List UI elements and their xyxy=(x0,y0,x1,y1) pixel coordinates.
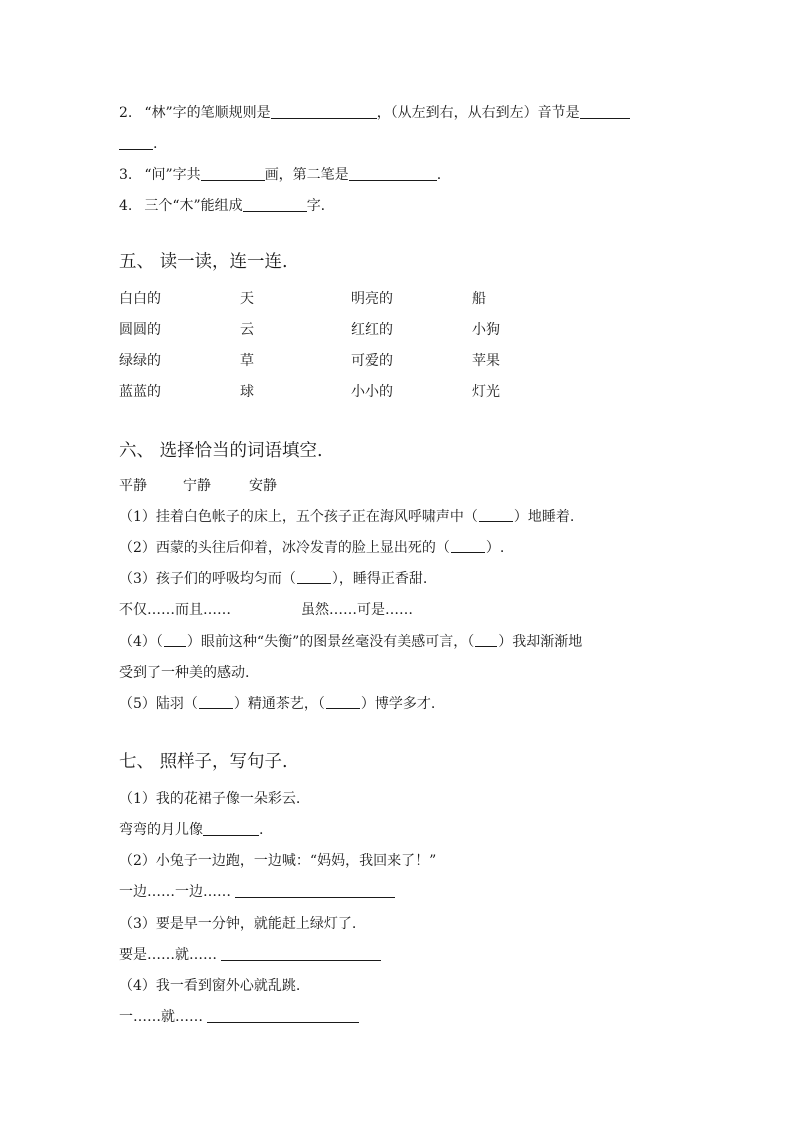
word-bank-1 xyxy=(119,477,277,495)
section-5-title: 五、 读一读，连一连. xyxy=(119,252,288,272)
answer-blank[interactable] xyxy=(271,104,377,119)
example-sentence-4: （4）我一看到窗外心就乱跳. xyxy=(119,978,301,994)
answer-blank[interactable] xyxy=(119,135,153,150)
item-number: 3. xyxy=(119,167,133,183)
match-word[interactable]: 明亮的 xyxy=(351,291,393,307)
match-word[interactable]: 草 xyxy=(240,353,254,369)
example-sentence-2: （2）小兔子一边跑，一边喊：“妈妈，我回来了！” xyxy=(119,853,437,869)
question-text: ）精通茶艺，（ xyxy=(233,696,325,712)
answer-blank[interactable] xyxy=(349,166,437,181)
match-word[interactable]: 灯光 xyxy=(472,384,500,400)
match-word[interactable]: 绿绿的 xyxy=(119,353,161,369)
answer-blank[interactable] xyxy=(479,509,513,522)
answer-blank[interactable] xyxy=(203,821,259,836)
question-text: ）眼前这种“失衡”的图景丝毫没有美感可言，（ xyxy=(186,634,475,650)
prompt-text: 一……就…… xyxy=(119,1009,203,1025)
match-word[interactable]: 可爱的 xyxy=(351,353,393,369)
bank-word: 宁静 xyxy=(183,478,211,494)
bank-word: 安静 xyxy=(249,478,277,494)
question-text: ）我却渐渐地 xyxy=(498,634,583,650)
answer-blank[interactable] xyxy=(297,571,331,584)
prompt-text: 弯弯的月儿像 xyxy=(119,822,203,838)
q4-item-2-line2 xyxy=(119,135,157,153)
example-sentence-3: （3）要是早一分钟，就能赶上绿灯了. xyxy=(119,916,357,932)
question-text: （2）西蒙的头往后仰着，冰冷发青的脸上显出死的（ xyxy=(119,540,450,556)
prompt-text: 要是……就…… xyxy=(119,947,217,963)
fill-question-3 xyxy=(119,570,427,588)
question-text: （4）（ xyxy=(119,634,163,650)
answer-blank[interactable] xyxy=(451,540,485,553)
match-word[interactable]: 圆圆的 xyxy=(119,322,161,338)
q4-item-2-line1 xyxy=(119,104,630,122)
answer-blank[interactable] xyxy=(235,883,395,898)
item-number: 2. xyxy=(119,105,133,121)
answer-blank[interactable] xyxy=(201,166,265,181)
match-word[interactable]: 小小的 xyxy=(351,384,393,400)
question-text: ）博学多才. xyxy=(360,696,436,712)
match-word[interactable]: 蓝蓝的 xyxy=(119,384,161,400)
item-text: . xyxy=(436,167,442,183)
item-text: ，（从左到右，从右到左）音节是 xyxy=(376,105,580,121)
match-word[interactable]: 船 xyxy=(472,291,486,307)
question-text: ）. xyxy=(485,540,505,556)
item-text: 三个“木”能组成 xyxy=(144,198,243,214)
match-word[interactable]: 红红的 xyxy=(351,322,393,338)
match-word[interactable]: 球 xyxy=(240,384,254,400)
q4-item-4 xyxy=(119,197,325,215)
example-sentence-1: （1）我的花裙子像一朵彩云. xyxy=(119,791,301,807)
match-word[interactable]: 天 xyxy=(240,291,254,307)
match-word[interactable]: 苹果 xyxy=(472,353,500,369)
fill-question-4-line1 xyxy=(119,633,582,651)
answer-blank[interactable] xyxy=(580,104,630,119)
match-word[interactable]: 白白的 xyxy=(119,291,161,307)
answer-blank[interactable] xyxy=(475,634,497,647)
question-text: （5）陆羽（ xyxy=(119,696,198,712)
prompt-text: 一边……一边…… xyxy=(119,884,231,900)
question-text: （1）挂着白色帐子的床上，五个孩子正在海风呼啸声中（ xyxy=(119,509,478,525)
answer-blank[interactable] xyxy=(164,634,186,647)
answer-blank[interactable] xyxy=(199,696,233,709)
answer-line-2 xyxy=(119,883,395,901)
fill-question-1 xyxy=(119,508,574,526)
fill-question-4-line2: 受到了一种美的感动. xyxy=(119,665,250,681)
bank-word: 虽然……可是…… xyxy=(301,602,413,618)
section-7-title: 七、 照样子，写句子. xyxy=(119,752,288,772)
word-bank-2 xyxy=(119,601,413,619)
item-text: 画，第二笔是 xyxy=(264,167,349,183)
question-text: ），睡得正香甜. xyxy=(331,571,428,587)
answer-blank[interactable] xyxy=(207,1008,359,1023)
match-word[interactable]: 小狗 xyxy=(472,322,500,338)
item-text: . xyxy=(153,136,158,152)
fill-question-5 xyxy=(119,695,435,713)
prompt-text: . xyxy=(259,822,264,838)
answer-line-4 xyxy=(119,1008,359,1026)
section-6-title: 六、 选择恰当的词语填空. xyxy=(119,441,323,461)
bank-word: 平静 xyxy=(119,478,147,494)
question-text: ）地睡着. xyxy=(513,509,575,525)
item-number: 4. xyxy=(119,198,133,214)
answer-line-1 xyxy=(119,821,263,839)
item-text: “林”字的笔顺规则是 xyxy=(144,105,271,121)
match-word[interactable]: 云 xyxy=(240,322,254,338)
item-text: “问”字共 xyxy=(144,167,201,183)
answer-blank[interactable] xyxy=(326,696,360,709)
item-text: 字. xyxy=(306,198,326,214)
question-text: （3）孩子们的呼吸均匀而（ xyxy=(119,571,296,587)
answer-blank[interactable] xyxy=(221,946,381,961)
answer-blank[interactable] xyxy=(243,197,307,212)
answer-line-3 xyxy=(119,946,381,964)
q4-item-3 xyxy=(119,166,441,184)
fill-question-2 xyxy=(119,539,504,557)
bank-word: 不仅……而且…… xyxy=(119,602,231,618)
